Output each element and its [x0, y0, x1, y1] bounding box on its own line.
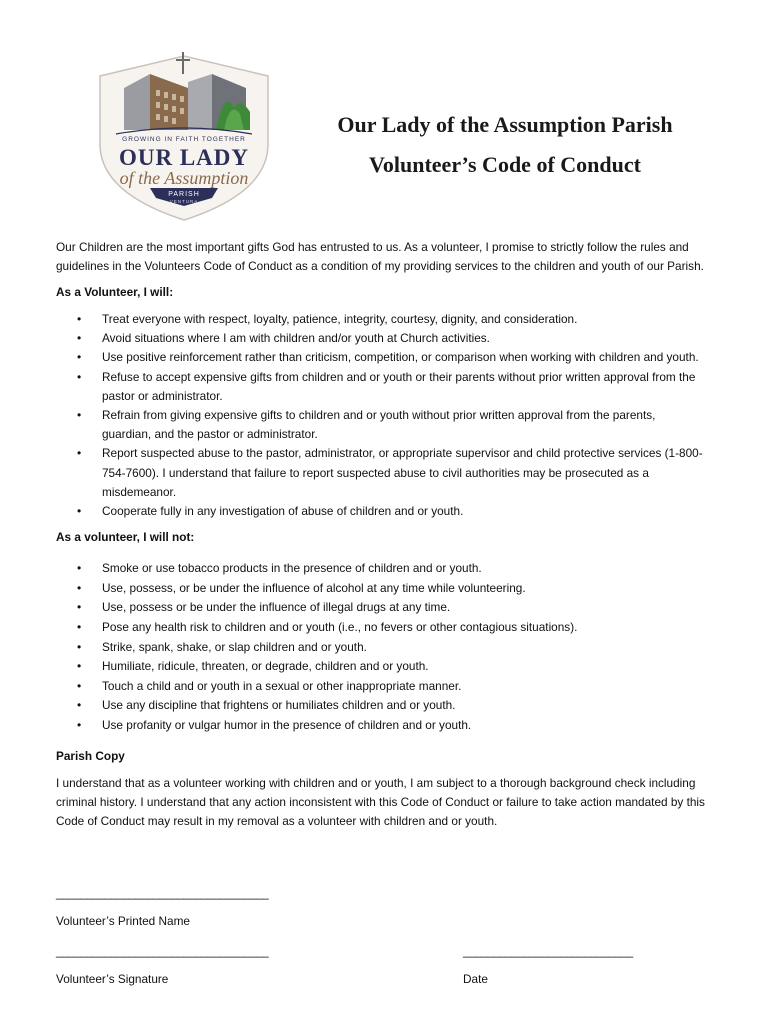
date-line[interactable]: ____________________________ — [463, 944, 633, 958]
will-list — [56, 310, 706, 521]
will-not-list — [56, 559, 706, 735]
document-body — [56, 238, 706, 831]
will-item: • Refrain from giving expensive gifts to children and or youth without prior written approval from the parents, guardian, and the pastor or administrator. — [56, 406, 706, 444]
logo-line3: PARISH — [168, 191, 200, 198]
logo-tagline: GROWING IN FAITH TOGETHER — [122, 136, 246, 143]
will-item: • Avoid situations where I am with children and/or youth at Church activities. — [56, 329, 706, 348]
will-item: • Cooperate fully in any investigation of abuse of children and or youth. — [56, 502, 706, 521]
parish-copy-paragraph: I understand that as a volunteer working with children and or youth, I am subject to a thorough background check including criminal history. I understand that any action inconsistent with this Code of Conduct or failure to take action mandated by this Code of Conduct may result in my removal as a volunteer with children and or youth. — [56, 775, 705, 828]
document-subtitle: Volunteer’s Code of Conduct — [369, 152, 641, 177]
intro-paragraph: Our Children are the most important gifts God has entrusted to us. As a volunteer, I promise to strictly follow the rules and guidelines in the Volunteers Code of Conduct as a condition of my providing services to the children and youth of our Parish. — [56, 240, 704, 273]
printed-name-label: Volunteer’s Printed Name — [56, 914, 190, 928]
document-title-block — [300, 111, 710, 179]
date-label: Date — [463, 972, 488, 986]
will-not-item: • Pose any health risk to children and or youth (i.e., no fevers or other contagious situations). — [56, 618, 706, 638]
will-not-item: • Use, possess or be under the influence of illegal drugs at any time. — [56, 598, 706, 618]
will-not-item: • Use any discipline that frightens or humiliates children and or youth. — [56, 696, 706, 716]
document-title: Our Lady of the Assumption Parish — [337, 112, 673, 137]
will-not-heading: As a volunteer, I will not: — [56, 530, 195, 545]
logo-line4: VENTURA — [169, 199, 199, 204]
signature-label: Volunteer’s Signature — [56, 972, 169, 986]
logo-line1: OUR LADY — [118, 145, 250, 170]
will-heading: As a Volunteer, I will: — [56, 285, 174, 299]
will-item: • Report suspected abuse to the pastor, administrator, or appropriate supervisor and child protective services (1-800-754-7600). I understand that failure to report suspected abuse to civil authorities may be prosecuted as a misdemeanor. — [56, 444, 706, 502]
signature-line[interactable]: ___________________________________ — [56, 944, 269, 958]
will-not-item: • Smoke or use tobacco products in the presence of children and or youth. — [56, 559, 706, 579]
logo-line2: of the Assumption — [119, 168, 249, 188]
will-item: • Refuse to accept expensive gifts from children and or youth or their parents without prior written approval from the pastor or administrator. — [56, 368, 706, 406]
will-item: • Treat everyone with respect, loyalty, patience, integrity, courtesy, dignity, and consideration. — [56, 310, 706, 329]
will-not-item: • Use profanity or vulgar humor in the presence of children and or youth. — [56, 716, 706, 736]
parish-copy-heading: Parish Copy — [56, 748, 125, 763]
printed-name-line[interactable]: ___________________________________ — [56, 886, 269, 900]
will-item: • Use positive reinforcement rather than criticism, competition, or comparison when working with children and youth. — [56, 348, 706, 367]
will-not-item: • Touch a child and or youth in a sexual or other inappropriate manner. — [56, 677, 706, 697]
will-not-item: • Use, possess, or be under the influence of alcohol at any time while volunteering. — [56, 579, 706, 599]
parish-logo-graphic — [84, 48, 284, 226]
will-not-item: • Humiliate, ridicule, threaten, or degrade, children and or youth. — [56, 657, 706, 677]
parish-logo — [84, 48, 284, 226]
will-not-item: • Strike, spank, shake, or slap children and or youth. — [56, 638, 706, 658]
